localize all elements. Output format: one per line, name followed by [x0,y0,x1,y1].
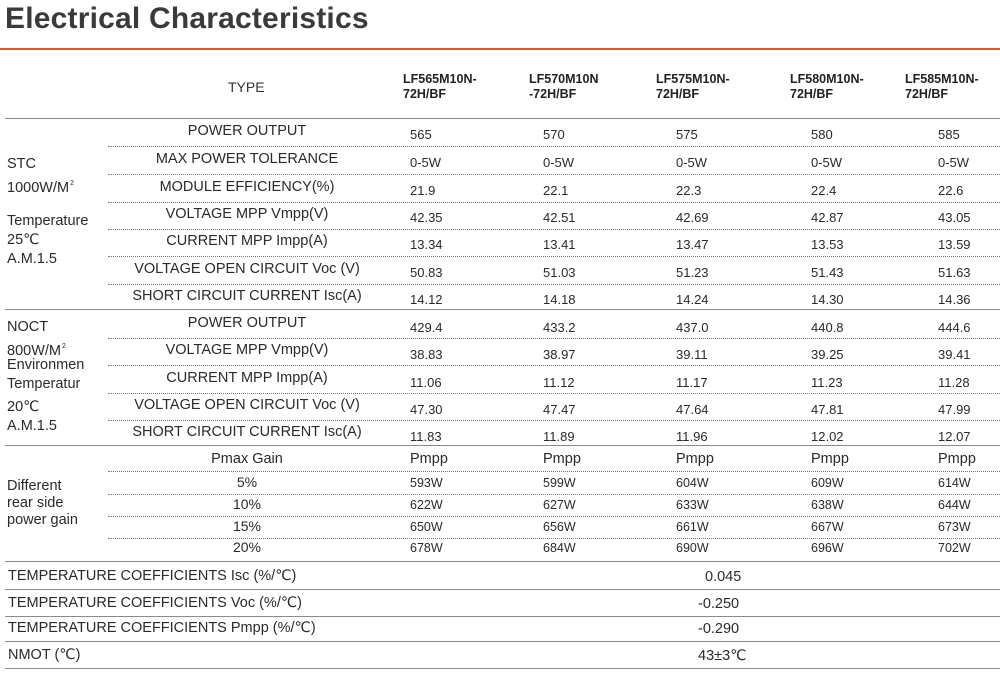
value-cell: 429.4 [410,320,443,335]
gain-value: Pmpp [811,451,849,467]
value-cell: 0-5W [410,155,442,170]
coefficient-label: TEMPERATURE COEFFICIENTS Pmpp (%/℃) [8,620,316,636]
value-cell: 22.6 [938,183,964,198]
page-title: Electrical Characteristics [5,2,369,35]
row-rule [5,616,1000,617]
value-cell: 11.23 [811,375,843,390]
gain-value: 638W [811,498,844,512]
value-cell: 39.41 [938,347,971,362]
title-rule [0,48,1000,50]
row-divider [108,284,1000,285]
row-divider [108,393,1000,394]
value-cell: 42.87 [811,210,844,225]
value-cell: 11.89 [543,429,575,444]
gain-value: 622W [410,498,443,512]
value-cell: 13.53 [811,237,844,252]
section-rule [5,561,1000,562]
param-label: VOLTAGE OPEN CIRCUIT Voc (V) [134,261,360,277]
value-cell: 12.02 [811,429,844,444]
value-cell: 433.2 [543,320,576,335]
value-cell: 13.59 [938,237,971,252]
row-rule [5,641,1000,642]
gain-value: 661W [676,520,709,534]
model-name [403,72,498,102]
value-cell: 51.43 [811,265,844,280]
gain-value: Pmpp [410,451,448,467]
gain-label: 5% [236,474,258,490]
value-cell: 0-5W [811,155,843,170]
coefficient-label: TEMPERATURE COEFFICIENTS Voc (%/℃) [8,595,302,611]
value-cell: 11.96 [676,429,708,444]
gain-value: 644W [938,498,971,512]
value-cell: 11.06 [410,375,442,390]
model-name-line: 72H/BF [790,87,834,101]
value-cell: 39.11 [676,347,708,362]
row-divider [108,338,1000,339]
gain-value: 633W [676,498,709,512]
param-label: MODULE EFFICIENCY(%) [159,179,335,195]
value-cell: 22.4 [811,183,837,198]
noct-label-line: $800W/M^2$ [7,343,66,359]
stc-label-line: A.M.1.5 [7,251,57,267]
model-name-line: LF565M10N- [403,72,477,86]
value-cell: 38.97 [543,347,576,362]
gain-value: 650W [410,520,443,534]
value-cell: 47.81 [811,402,844,417]
value-cell: 0-5W [543,155,575,170]
value-cell: 440.8 [811,320,844,335]
value-cell: 51.23 [676,265,709,280]
rear-label-line: Different [7,478,62,494]
value-cell: 13.34 [410,237,443,252]
gain-label: 10% [232,496,262,512]
gain-value: 702W [938,541,971,555]
value-cell: 14.36 [938,292,971,307]
coefficient-value: -0.250 [698,596,740,612]
noct-label-line: 20℃ [7,399,40,415]
value-cell: 0-5W [938,155,970,170]
coefficient-label: TEMPERATURE COEFFICIENTS Isc (%/℃) [8,568,297,584]
value-cell: 13.41 [543,237,576,252]
value-cell: 22.1 [543,183,569,198]
row-rule [5,589,1000,590]
param-label: VOLTAGE OPEN CIRCUIT Voc (V) [134,397,360,413]
model-name [529,72,624,102]
row-divider [108,494,1000,495]
param-label: POWER OUTPUT [187,315,307,331]
value-cell: 575 [676,127,698,142]
model-name-line: 72H/BF [403,87,447,101]
coefficient-value: 43±3℃ [698,648,747,664]
gain-label: 15% [232,518,262,534]
gain-value: 627W [543,498,576,512]
value-cell: 444.6 [938,320,971,335]
type-label: TYPE [228,79,265,95]
noct-label-line: NOCT [7,319,49,335]
gain-value: 684W [543,541,576,555]
row-divider [108,256,1000,257]
row-divider [108,229,1000,230]
noct-label-line: Temperatur [7,376,81,392]
row-divider [108,202,1000,203]
value-cell: 47.47 [543,402,576,417]
rear-label-line: power gain [7,512,78,528]
noct-label-line: Environmen [7,357,85,373]
row-divider [108,420,1000,421]
value-cell: 11.17 [676,375,708,390]
value-cell: 38.83 [410,347,443,362]
param-label: MAX POWER TOLERANCE [155,151,339,167]
value-cell: 42.35 [410,210,443,225]
value-cell: 14.30 [811,292,844,307]
coefficient-value: -0.290 [698,621,740,637]
value-cell: 43.05 [938,210,971,225]
gain-value: Pmpp [543,451,581,467]
value-cell: 21.9 [410,183,436,198]
gain-value: 593W [410,476,443,490]
param-label: VOLTAGE MPP Vmpp(V) [165,206,329,222]
stc-label-line: Temperature [7,213,89,229]
model-name [656,72,751,102]
value-cell: 580 [811,127,833,142]
gain-label: Pmax Gain [211,451,283,467]
stc-label-line: $1000W/M^2$ [7,180,74,196]
value-cell: 11.28 [938,375,970,390]
gain-value: 656W [543,520,576,534]
value-cell: 47.30 [410,402,443,417]
stc-label-line: 25℃ [7,232,40,248]
row-divider [108,516,1000,517]
value-cell: 50.83 [410,265,443,280]
row-divider [108,365,1000,366]
model-name-line: LF570M10N [529,72,599,86]
gain-value: 609W [811,476,844,490]
value-cell: 51.03 [543,265,576,280]
value-cell: 565 [410,127,432,142]
param-label: VOLTAGE MPP Vmpp(V) [165,342,329,358]
param-label: CURRENT MPP Impp(A) [166,233,328,249]
gain-value: 673W [938,520,971,534]
model-name-line: -72H/BF [529,87,577,101]
row-divider [108,174,1000,175]
model-name-line: LF585M10N- [905,72,979,86]
gain-value: 599W [543,476,576,490]
value-cell: 22.3 [676,183,702,198]
gain-value: 604W [676,476,709,490]
gain-value: Pmpp [676,451,714,467]
gain-value: 678W [410,541,443,555]
param-label: SHORT CIRCUIT CURRENT Isc(A) [132,424,362,440]
model-name-line: LF580M10N- [790,72,864,86]
value-cell: 39.25 [811,347,844,362]
value-cell: 14.24 [676,292,709,307]
value-cell: 14.18 [543,292,576,307]
row-rule [5,668,1000,669]
value-cell: 51.63 [938,265,971,280]
value-cell: 42.69 [676,210,709,225]
gain-value: Pmpp [938,451,976,467]
coefficient-value: 0.045 [705,569,742,585]
model-name [905,72,1000,102]
section-rule [5,445,1000,446]
value-cell: 11.83 [410,429,442,444]
value-cell: 585 [938,127,960,142]
value-cell: 42.51 [543,210,576,225]
model-name [790,72,885,102]
param-label: POWER OUTPUT [187,123,307,139]
model-name-line: 72H/BF [656,87,700,101]
value-cell: 570 [543,127,565,142]
gain-value: 690W [676,541,709,555]
value-cell: 47.99 [938,402,971,417]
rear-label-line: rear side [7,495,64,511]
value-cell: 13.47 [676,237,709,252]
header-rule [5,118,1000,119]
param-label: SHORT CIRCUIT CURRENT Isc(A) [132,288,362,304]
row-divider [108,146,1000,147]
model-name-line: LF575M10N- [656,72,730,86]
noct-label-line: A.M.1.5 [7,418,57,434]
rear-gain-label [7,478,112,529]
value-cell: 0-5W [676,155,708,170]
gain-value: 696W [811,541,844,555]
value-cell: 12.07 [938,429,971,444]
row-divider [108,471,1000,472]
value-cell: 437.0 [676,320,709,335]
value-cell: 14.12 [410,292,443,307]
gain-label: 20% [232,539,262,555]
value-cell: 11.12 [543,375,575,390]
param-label: CURRENT MPP Impp(A) [166,370,328,386]
stc-label-line: STC [7,156,36,172]
section-rule [5,309,1000,310]
gain-value: 667W [811,520,844,534]
model-name-line: 72H/BF [905,87,949,101]
value-cell: 47.64 [676,402,709,417]
coefficient-label: NMOT (℃) [8,647,81,663]
gain-value: 614W [938,476,971,490]
